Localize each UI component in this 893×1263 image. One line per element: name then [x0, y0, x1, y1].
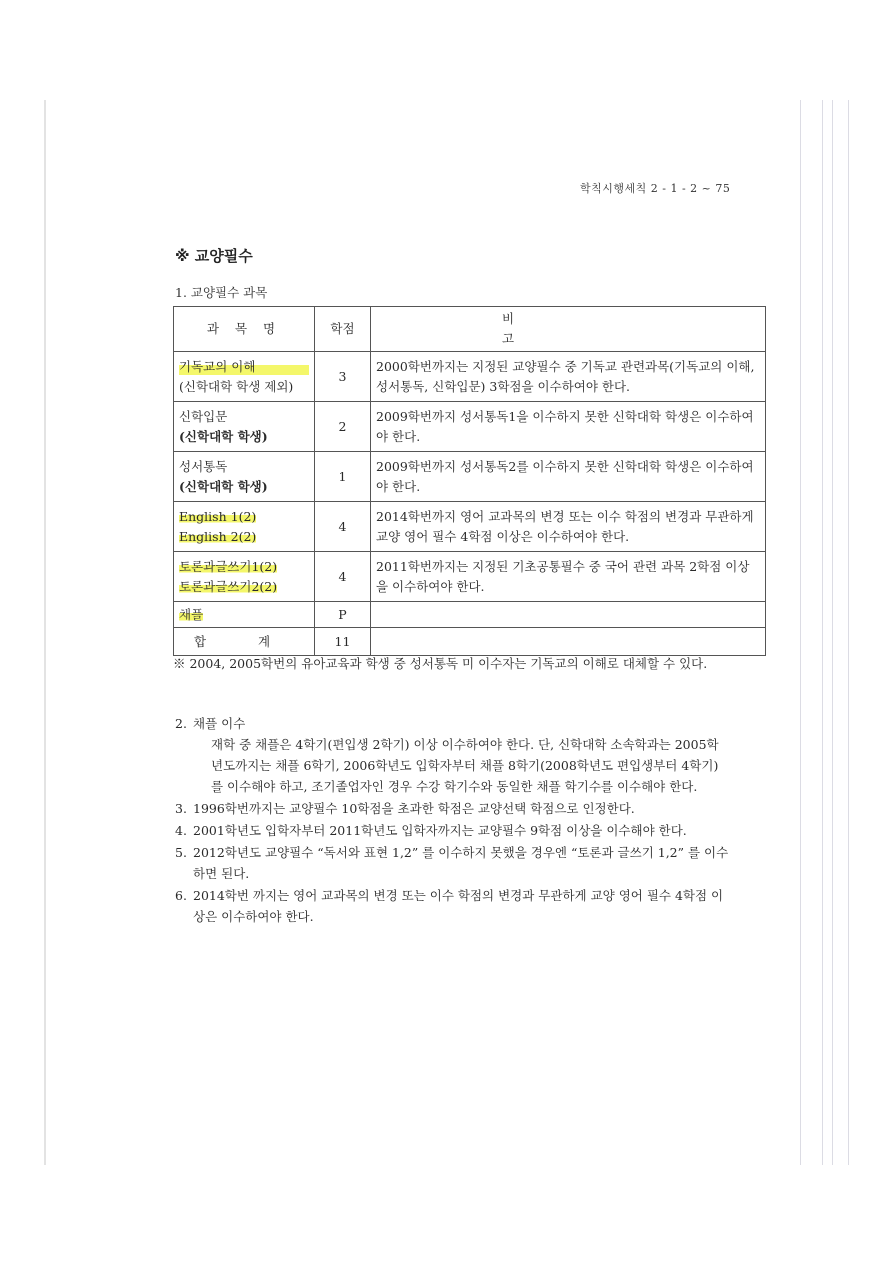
header-remarks: 비 고	[371, 307, 766, 352]
table-header-row	[174, 307, 766, 352]
note-number: 2.	[175, 716, 187, 731]
course-name: 채플	[179, 606, 204, 622]
course-name: 토론과글쓰기1(2)	[179, 558, 278, 574]
regulation-reference: 학칙시행세칙 2 - 1 - 2 ~ 75	[580, 182, 731, 195]
note-number: 6.	[175, 888, 187, 903]
total-remarks-cell	[371, 628, 766, 656]
list-item	[175, 713, 730, 797]
course-name-qualifier: (신학대학 학생 제외)	[179, 378, 294, 394]
course-name-2: 토론과글쓰기2(2)	[179, 578, 278, 594]
course-name: 신학입문	[179, 408, 228, 424]
list-item	[175, 885, 730, 927]
subsection-title: 1. 교양필수 과목	[175, 285, 268, 300]
course-name-cell	[174, 502, 315, 552]
course-name-cell	[174, 552, 315, 602]
page-left-edge	[44, 100, 46, 1165]
note-text: 2012학년도 교양필수 “독서와 표현 1,2” 를 이수하지 못했을 경우엔 “토론과 글쓰기 1,2” 를 이수하면 된다.	[193, 845, 729, 881]
remarks-cell: 2000학번까지는 지정된 교양필수 중 기독교 관련과목(기독교의 이해, 성서통독, 신학입문) 3학점을 이수하여야 한다.	[371, 352, 766, 402]
course-name-cell	[174, 352, 315, 402]
note-number: 4.	[175, 823, 187, 838]
header-course-name: 과 목 명	[174, 307, 315, 352]
notes-list	[175, 713, 730, 928]
course-name: 성서통독	[179, 458, 228, 474]
credit-cell: P	[315, 602, 371, 628]
table-row	[174, 552, 766, 602]
note-text: 2014학번 까지는 영어 교과목의 변경 또는 이수 학점의 변경과 무관하게 교양 영어 필수 4학점 이상은 이수하여야 한다.	[193, 888, 724, 924]
course-name: English 1(2)	[179, 508, 257, 524]
remarks-cell: 2009학번까지 성서통독2를 이수하지 못한 신학대학 학생은 이수하여야 한다.	[371, 452, 766, 502]
table-footnote: ※ 2004, 2005학번의 유아교육과 학생 중 성서통독 미 이수자는 기독교의 이해로 대체할 수 있다.	[173, 656, 708, 671]
scan-line	[832, 100, 833, 1165]
credit-cell: 4	[315, 502, 371, 552]
remarks-cell: 2011학번까지는 지정된 기초공통필수 중 국어 관련 과목 2학점 이상을 이수하여야 한다.	[371, 552, 766, 602]
total-label: 합 계	[174, 628, 315, 656]
course-name-qualifier: (신학대학 학생)	[179, 428, 268, 444]
credit-cell: 4	[315, 552, 371, 602]
scan-line	[822, 100, 823, 1165]
remarks-cell: 2014학번까지 영어 교과목의 변경 또는 이수 학점의 변경과 무관하게 교양 영어 필수 4학점 이상은 이수하여야 한다.	[371, 502, 766, 552]
course-name: 기독교의 이해	[179, 357, 309, 377]
header-credit: 학점	[315, 307, 371, 352]
credit-cell: 2	[315, 402, 371, 452]
course-name-2: English 2(2)	[179, 528, 257, 544]
credit-cell: 1	[315, 452, 371, 502]
scan-line	[800, 100, 801, 1165]
list-item	[175, 798, 730, 819]
section-title: ※ 교양필수	[175, 247, 253, 265]
table-total-row	[174, 628, 766, 656]
remarks-cell	[371, 602, 766, 628]
course-name-qualifier: (신학대학 학생)	[179, 478, 268, 494]
table-row	[174, 452, 766, 502]
table-row	[174, 502, 766, 552]
required-courses-table	[173, 306, 766, 656]
list-item	[175, 820, 730, 841]
table-row	[174, 602, 766, 628]
table-row	[174, 352, 766, 402]
course-name-cell	[174, 402, 315, 452]
note-title: 채플 이수	[193, 716, 246, 731]
total-credit: 11	[315, 628, 371, 656]
table-row	[174, 402, 766, 452]
list-item	[175, 842, 730, 884]
credit-cell: 3	[315, 352, 371, 402]
note-text: 2001학년도 입학자부터 2011학년도 입학자까지는 교양필수 9학점 이상을 이수해야 한다.	[193, 823, 687, 838]
note-number: 5.	[175, 845, 187, 860]
scan-line	[848, 100, 849, 1165]
course-name-cell	[174, 452, 315, 502]
note-text: 1996학번까지는 교양필수 10학점을 초과한 학점은 교양선택 학점으로 인정한다.	[193, 801, 635, 816]
course-name-cell	[174, 602, 315, 628]
note-number: 3.	[175, 801, 187, 816]
note-text: 재학 중 채플은 4학기(편입생 2학기) 이상 이수하여야 한다. 단, 신학대학 소속학과는 2005학년도까지는 채플 6학기, 2006학년도 입학자부터 채플 8학기(2008학년도 편입생부터 4학기)를 이수해야 하고, 조기졸업자인 경우 수강 학기수와 동일한 채플 학기수를 이수해야 한다.	[211, 737, 719, 794]
remarks-cell: 2009학번까지 성서통독1을 이수하지 못한 신학대학 학생은 이수하여야 한다.	[371, 402, 766, 452]
